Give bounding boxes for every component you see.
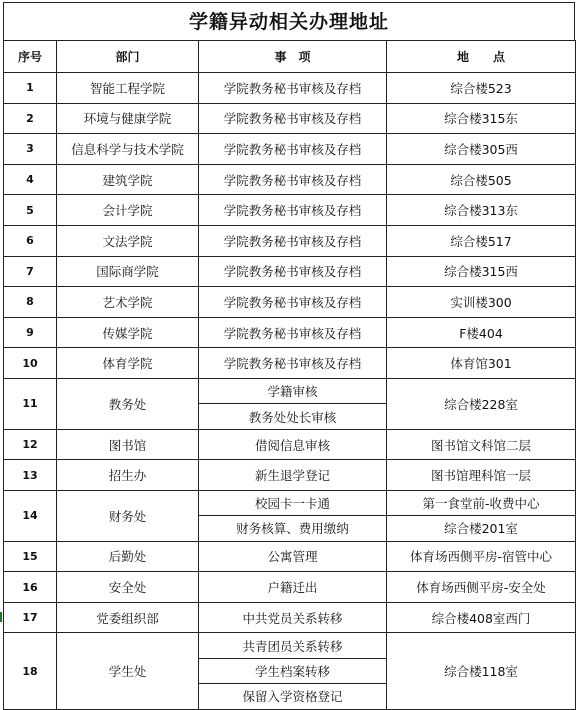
table-row bbox=[4, 317, 576, 348]
header-seq: 序号 bbox=[4, 41, 57, 73]
place-cell: 体育场西侧平房-宿管中心 bbox=[387, 541, 576, 572]
seq-cell: 10 bbox=[4, 348, 57, 379]
item-cell: 学生档案转移 bbox=[199, 658, 387, 683]
seq-cell: 2 bbox=[4, 103, 57, 134]
table-row bbox=[4, 195, 576, 226]
dept-cell: 环境与健康学院 bbox=[57, 103, 199, 134]
dept-cell: 学生处 bbox=[57, 633, 199, 709]
dept-cell: 图书馆 bbox=[57, 429, 199, 460]
item-cell: 教务处处长审核 bbox=[199, 404, 387, 429]
table-row bbox=[4, 73, 576, 104]
item-cell: 学院教务秘书审核及存档 bbox=[199, 134, 387, 165]
dept-cell: 智能工程学院 bbox=[57, 73, 199, 104]
seq-cell: 9 bbox=[4, 317, 57, 348]
item-cell: 共青团员关系转移 bbox=[199, 633, 387, 658]
dept-cell: 国际商学院 bbox=[57, 256, 199, 287]
place-cell: 综合楼315西 bbox=[387, 256, 576, 287]
place-cell: 体育场西侧平房-安全处 bbox=[387, 572, 576, 603]
place-cell: 综合楼313东 bbox=[387, 195, 576, 226]
item-cell: 中共党员关系转移 bbox=[199, 602, 387, 633]
item-cell: 财务核算、费用缴纳 bbox=[199, 516, 387, 541]
dept-cell: 招生办 bbox=[57, 460, 199, 491]
table-row bbox=[4, 460, 576, 491]
table-row bbox=[4, 287, 576, 318]
table-row bbox=[4, 164, 576, 195]
place-cell: 实训楼300 bbox=[387, 287, 576, 318]
dept-cell: 财务处 bbox=[57, 490, 199, 541]
dept-cell: 教务处 bbox=[57, 378, 199, 429]
header-item: 事 项 bbox=[199, 41, 387, 73]
dept-cell: 文法学院 bbox=[57, 225, 199, 256]
address-sheet bbox=[3, 2, 575, 705]
place-cell: 综合楼201室 bbox=[387, 516, 576, 541]
header-place: 地 点 bbox=[387, 41, 576, 73]
seq-cell: 4 bbox=[4, 164, 57, 195]
dept-cell: 安全处 bbox=[57, 572, 199, 603]
table-row bbox=[4, 429, 576, 460]
place-cell: 综合楼523 bbox=[387, 73, 576, 104]
address-table bbox=[3, 40, 576, 710]
place-cell: F楼404 bbox=[387, 317, 576, 348]
dept-cell: 建筑学院 bbox=[57, 164, 199, 195]
item-cell: 户籍迁出 bbox=[199, 572, 387, 603]
place-cell: 综合楼505 bbox=[387, 164, 576, 195]
item-cell: 新生退学登记 bbox=[199, 460, 387, 491]
dept-cell: 信息科学与技术学院 bbox=[57, 134, 199, 165]
seq-cell: 13 bbox=[4, 460, 57, 491]
item-cell: 学院教务秘书审核及存档 bbox=[199, 225, 387, 256]
place-cell: 图书馆理科馆一层 bbox=[387, 460, 576, 491]
item-cell: 学院教务秘书审核及存档 bbox=[199, 287, 387, 318]
item-cell: 学院教务秘书审核及存档 bbox=[199, 73, 387, 104]
table-body bbox=[4, 73, 576, 710]
dept-cell: 会计学院 bbox=[57, 195, 199, 226]
seq-cell: 17 bbox=[4, 602, 57, 633]
seq-cell: 8 bbox=[4, 287, 57, 318]
seq-cell: 18 bbox=[4, 633, 57, 709]
dept-cell: 后勤处 bbox=[57, 541, 199, 572]
seq-cell: 15 bbox=[4, 541, 57, 572]
place-cell: 综合楼517 bbox=[387, 225, 576, 256]
dept-cell: 传媒学院 bbox=[57, 317, 199, 348]
table-row bbox=[4, 134, 576, 165]
table-row bbox=[4, 602, 576, 633]
item-cell: 保留入学资格登记 bbox=[199, 684, 387, 709]
table-row bbox=[4, 490, 576, 515]
seq-cell: 6 bbox=[4, 225, 57, 256]
cell-marker bbox=[0, 612, 2, 622]
seq-cell: 16 bbox=[4, 572, 57, 603]
table-row bbox=[4, 541, 576, 572]
seq-cell: 1 bbox=[4, 73, 57, 104]
place-cell: 综合楼315东 bbox=[387, 103, 576, 134]
header-row bbox=[4, 41, 576, 73]
table-row bbox=[4, 572, 576, 603]
item-cell: 学院教务秘书审核及存档 bbox=[199, 164, 387, 195]
place-cell: 第一食堂前-收费中心 bbox=[387, 490, 576, 515]
place-cell: 体育馆301 bbox=[387, 348, 576, 379]
item-cell: 学院教务秘书审核及存档 bbox=[199, 348, 387, 379]
dept-cell: 党委组织部 bbox=[57, 602, 199, 633]
table-row bbox=[4, 378, 576, 403]
item-cell: 学籍审核 bbox=[199, 378, 387, 403]
item-cell: 校园卡一卡通 bbox=[199, 490, 387, 515]
place-cell: 综合楼228室 bbox=[387, 378, 576, 429]
dept-cell: 艺术学院 bbox=[57, 287, 199, 318]
seq-cell: 3 bbox=[4, 134, 57, 165]
item-cell: 学院教务秘书审核及存档 bbox=[199, 317, 387, 348]
place-cell: 图书馆文科馆二层 bbox=[387, 429, 576, 460]
table-row bbox=[4, 348, 576, 379]
item-cell: 学院教务秘书审核及存档 bbox=[199, 195, 387, 226]
seq-cell: 12 bbox=[4, 429, 57, 460]
place-cell: 综合楼118室 bbox=[387, 633, 576, 709]
seq-cell: 14 bbox=[4, 490, 57, 541]
seq-cell: 11 bbox=[4, 378, 57, 429]
table-row bbox=[4, 633, 576, 658]
header-dept: 部门 bbox=[57, 41, 199, 73]
place-cell: 综合楼305西 bbox=[387, 134, 576, 165]
dept-cell: 体育学院 bbox=[57, 348, 199, 379]
item-cell: 学院教务秘书审核及存档 bbox=[199, 256, 387, 287]
place-cell: 综合楼408室西门 bbox=[387, 602, 576, 633]
page-title: 学籍异动相关办理地址 bbox=[3, 2, 575, 40]
item-cell: 借阅信息审核 bbox=[199, 429, 387, 460]
table-row bbox=[4, 256, 576, 287]
item-cell: 学院教务秘书审核及存档 bbox=[199, 103, 387, 134]
seq-cell: 7 bbox=[4, 256, 57, 287]
table-row bbox=[4, 103, 576, 134]
item-cell: 公寓管理 bbox=[199, 541, 387, 572]
seq-cell: 5 bbox=[4, 195, 57, 226]
table-row bbox=[4, 225, 576, 256]
